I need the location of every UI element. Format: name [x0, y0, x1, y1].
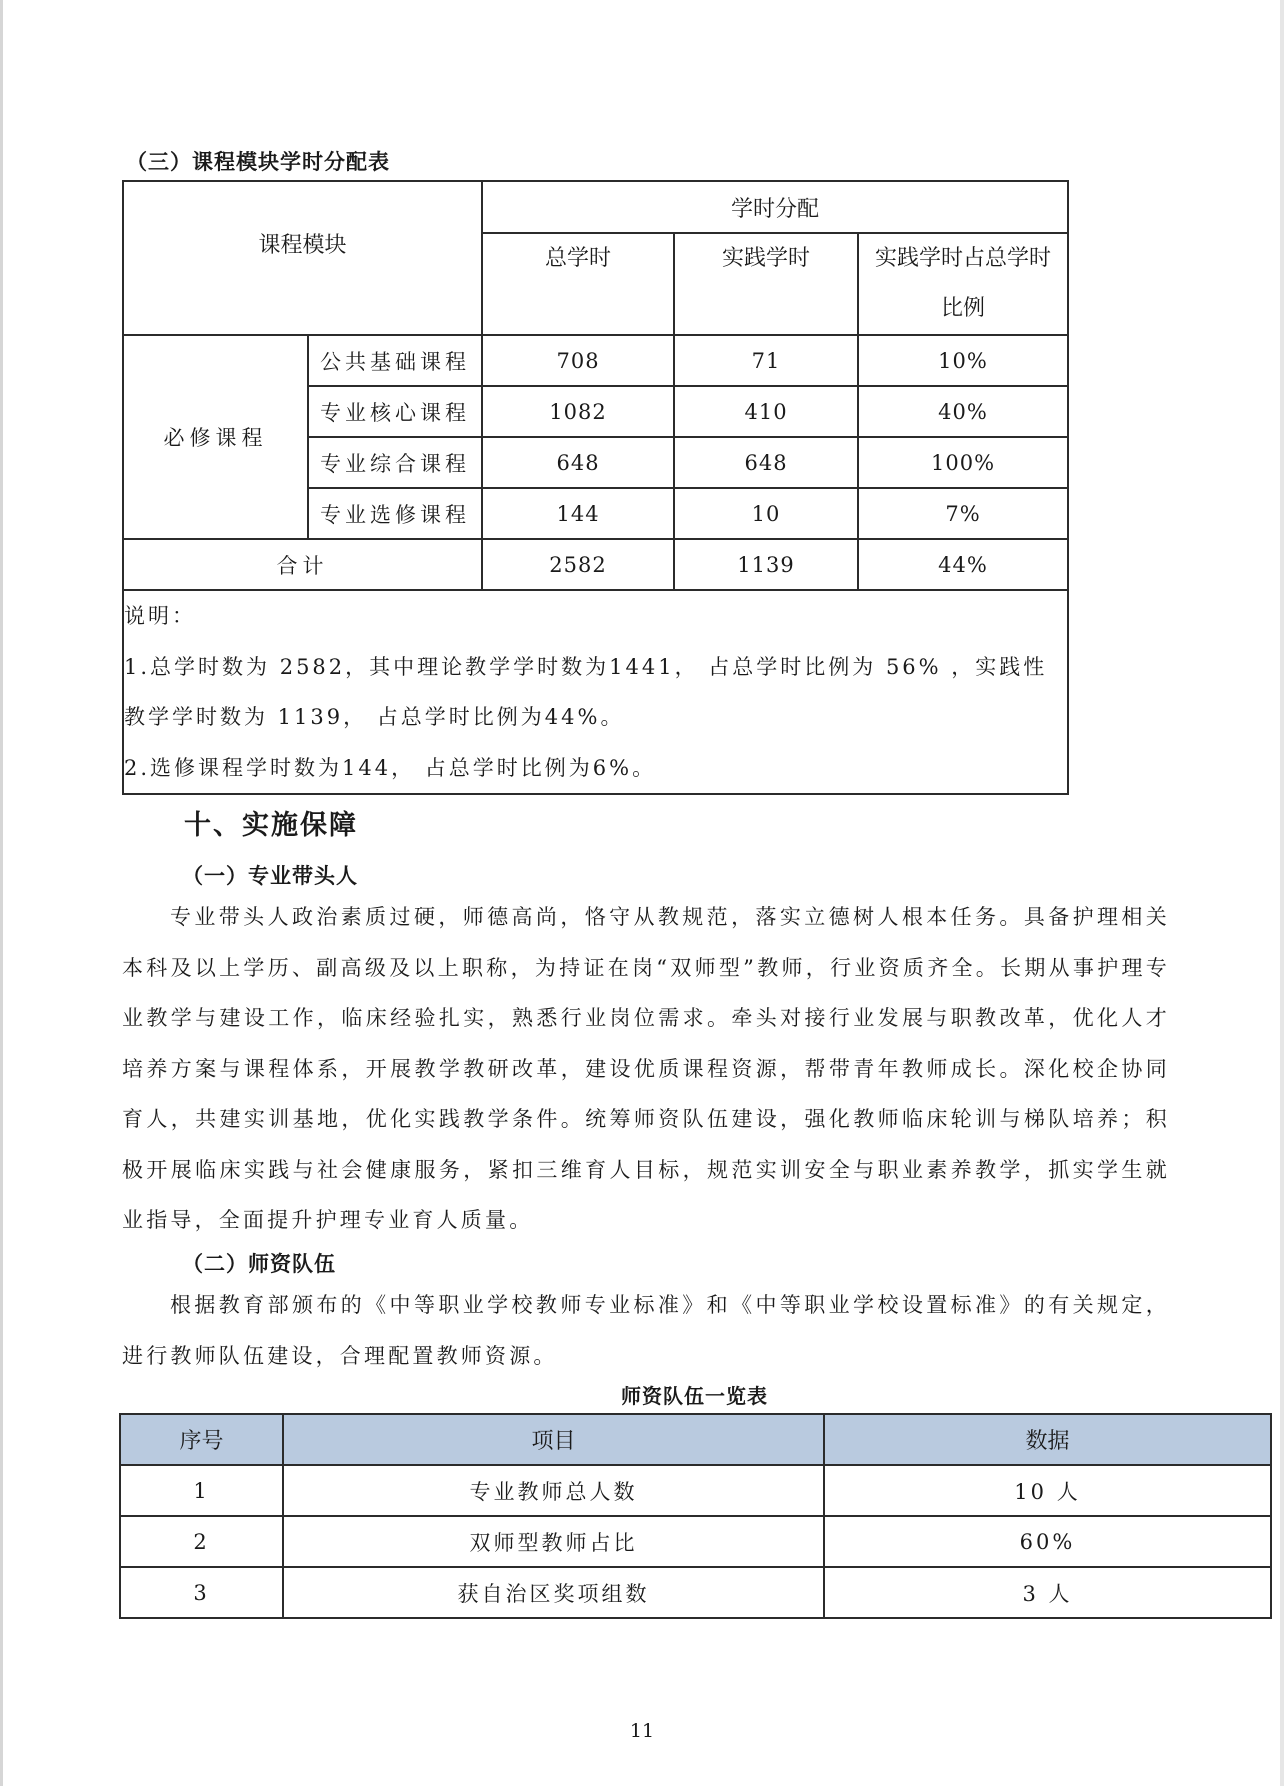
- practice-hours: 1139: [674, 539, 858, 590]
- practice-ratio: 40%: [858, 386, 1068, 437]
- table-row-total: [123, 539, 1068, 590]
- serial-no: 1: [120, 1465, 283, 1516]
- total-hours: 648: [482, 437, 674, 488]
- notes-line: 2.选修课程学时数为144， 占总学时比例为6%。: [124, 755, 657, 780]
- item-name: 获自治区奖项组数: [283, 1567, 824, 1618]
- header-practice-ratio-line1: 实践学时占总学时: [875, 246, 1052, 271]
- practice-hours: 410: [674, 386, 858, 437]
- module-name: 专业选修课程: [308, 488, 482, 539]
- page-right-edge: [1280, 0, 1284, 1786]
- practice-ratio: 44%: [858, 539, 1068, 590]
- practice-hours: 71: [674, 335, 858, 386]
- chapter-heading: 十、实施保障: [184, 810, 358, 841]
- faculty-table-caption: 师资队伍一览表: [621, 1384, 768, 1408]
- item-value: 3 人: [824, 1567, 1271, 1618]
- serial-no: 2: [120, 1516, 283, 1567]
- leader-paragraph: 专业带头人政治素质过硬，师德高尚，恪守从教规范，落实立德树人根本任务。具备护理相关本科及以上学历、副高级及以上职称，为持证在岗“双师型”教师，行业资质齐全。长期从事护理专业教学与建设工作，临床经验扎实，熟悉行业岗位需求。牵头对接行业发展与职教改革，优化人才培养方案与课程体系，开展教学教研改革，建设优质课程资源，帮带青年教师成长。深化校企协同育人，共建实训基地，优化实践教学条件。统筹师资队伍建设，强化教师临床轮训与梯队培养；积极开展临床实践与社会健康服务，紧扣三维育人目标，规范实训安全与职业素养教学，抓实学生就业指导，全面提升护理专业育人质量。: [122, 905, 1170, 1232]
- category-required-courses: 必修课程: [123, 335, 308, 539]
- header-total-hours: 总学时: [482, 233, 674, 335]
- total-hours: 2582: [482, 539, 674, 590]
- table-row: [120, 1516, 1271, 1567]
- section-heading-course-hours: （三）课程模块学时分配表: [126, 150, 390, 174]
- header-item: 项目: [283, 1414, 824, 1465]
- header-course-module: 课程模块: [123, 181, 482, 335]
- practice-ratio: 10%: [858, 335, 1068, 386]
- module-name: 公共基础课程: [308, 335, 482, 386]
- table-notes: [123, 590, 1068, 794]
- header-hours-allocation: 学时分配: [482, 181, 1068, 233]
- practice-hours: 10: [674, 488, 858, 539]
- item-value: 60%: [824, 1516, 1271, 1567]
- header-data: 数据: [824, 1414, 1271, 1465]
- page-left-edge: [0, 0, 3, 1786]
- serial-no: 3: [120, 1567, 283, 1618]
- total-hours: 1082: [482, 386, 674, 437]
- page-number: 11: [629, 1720, 655, 1742]
- total-hours: 708: [482, 335, 674, 386]
- total-label: 合计: [123, 539, 482, 590]
- table-row: [120, 1567, 1271, 1618]
- module-name: 专业核心课程: [308, 386, 482, 437]
- header-practice-ratio: [858, 233, 1068, 335]
- faculty-paragraph: 根据教育部颁布的《中等职业学校教师专业标准》和《中等职业学校设置标准》的有关规定，进行教师队伍建设，合理配置教师资源。: [122, 1293, 1170, 1368]
- header-practice-ratio-line2: 比例: [941, 296, 986, 321]
- module-name: 专业综合课程: [308, 437, 482, 488]
- notes-line: 1.总学时数为 2582，其中理论教学学时数为1441， 占总学时比例为 56% ，实践性: [124, 654, 1048, 679]
- subsection-heading-faculty: （二）师资队伍: [182, 1252, 336, 1276]
- course-hours-table: [122, 180, 1069, 795]
- notes-line: 教学学时数为 1139， 占总学时比例为44%。: [124, 705, 625, 729]
- item-name: 专业教师总人数: [283, 1465, 824, 1516]
- item-value: 10 人: [824, 1465, 1271, 1516]
- table-row: [123, 335, 1068, 386]
- item-name: 双师型教师占比: [283, 1516, 824, 1567]
- header-serial-no: 序号: [120, 1414, 283, 1465]
- practice-ratio: 7%: [858, 488, 1068, 539]
- notes-title: 说明：: [124, 604, 196, 628]
- total-hours: 144: [482, 488, 674, 539]
- faculty-table: [119, 1413, 1272, 1619]
- practice-ratio: 100%: [858, 437, 1068, 488]
- table-row: [120, 1465, 1271, 1516]
- header-practice-hours: 实践学时: [674, 233, 858, 335]
- subsection-heading-leader: （一）专业带头人: [182, 864, 358, 888]
- practice-hours: 648: [674, 437, 858, 488]
